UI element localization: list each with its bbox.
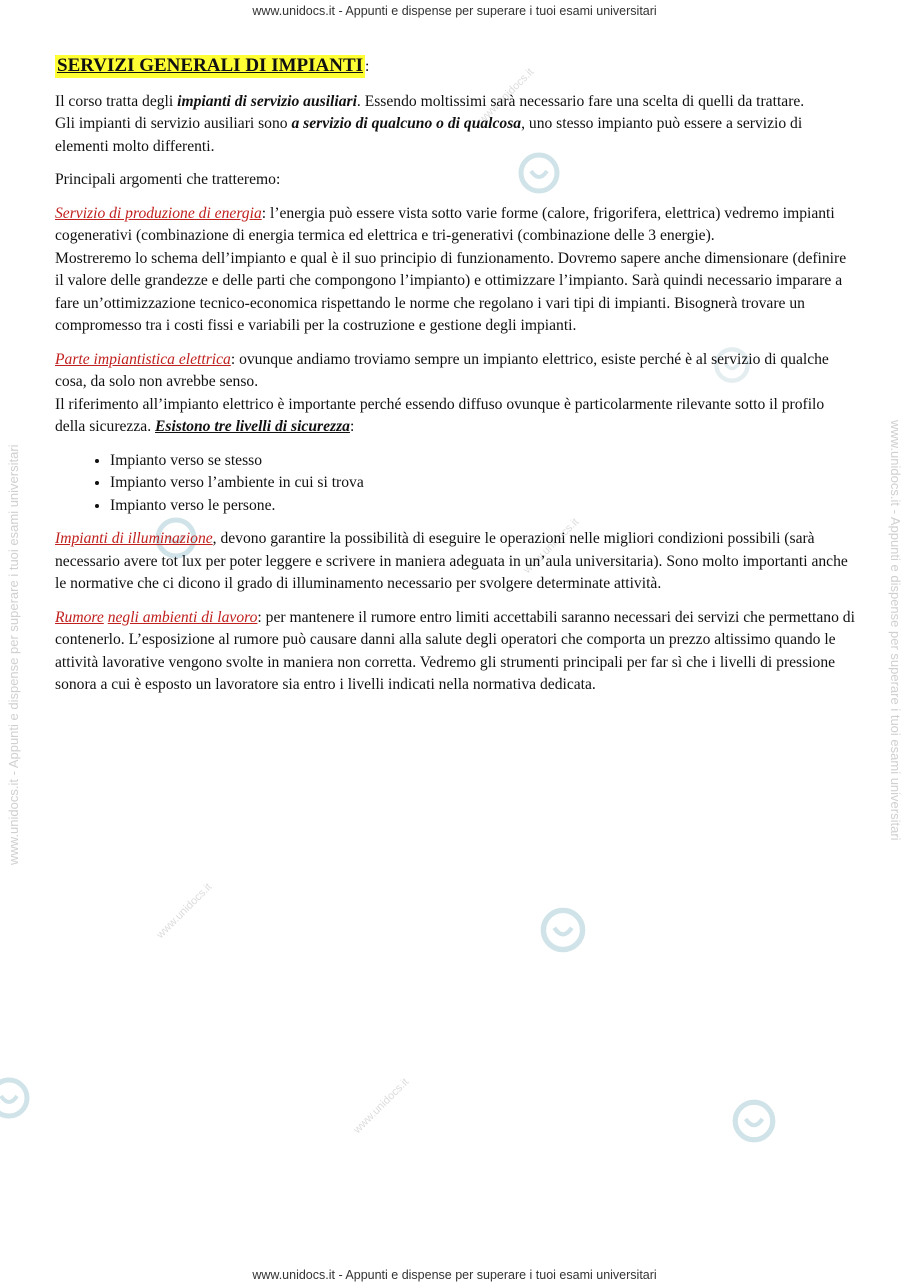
- lighting-section: [55, 528, 855, 596]
- list-item: • Impianto verso se stesso: [110, 450, 855, 473]
- unidocs-logo-icon: [538, 905, 588, 955]
- section-heading: Parte impiantistica elettrica: [55, 350, 231, 368]
- text: Mostreremo lo schema dell’impianto e qual è il suo principio di funzionamento. Dovremo sapere anche dimensionare (definire il valore delle grandezze e delle parti che compongono l’impianto) e ottimizzare l’impianto. Sarà quindi necessario imparare a fare un’ottimizzazione tecnico-economica rispettando le norme che regolano i vari tipi di impianti. Bisognerà trovare un compromesso tra i costi fissi e variabili per la costruzione e gestione degli impianti.: [55, 249, 847, 334]
- electric-section: [55, 349, 855, 439]
- text: : ovunque andiamo troviamo sempre un impianto elettrico, esiste perché è al servizio di qualche cosa, da solo non avrebbe senso.: [55, 350, 829, 390]
- emphasis: a servizio di qualcuno o di qualcosa: [291, 115, 522, 132]
- text: :: [349, 418, 355, 435]
- watermark-side-left: www.unidocs.it - Appunti e dispense per superare i tuoi esami universitari: [6, 444, 21, 865]
- watermark-footer: www.unidocs.it - Appunti e dispense per superare i tuoi esami universitari: [252, 1268, 657, 1282]
- watermark-diagonal: www.unidocs.it: [476, 66, 537, 126]
- intro-paragraph: [55, 91, 855, 159]
- text: . Essendo moltissimi sarà necessario fare una scelta di quelli da trattare.: [356, 92, 805, 110]
- noise-section: [55, 607, 855, 697]
- list-item: • Impianto verso l’ambiente in cui si trova: [110, 472, 855, 495]
- unidocs-logo-icon: [0, 1075, 32, 1121]
- list-item: • Impianto verso le persone.: [110, 495, 855, 518]
- watermark-header: www.unidocs.it - Appunti e dispense per superare i tuoi esami universitari: [252, 4, 657, 18]
- section-heading: negli ambienti di lavoro: [107, 608, 258, 626]
- text: Il riferimento all’impianto elettrico è importante perché essendo diffuso ovunque è particolarmente rilevante sotto il profilo della sicurezza.: [55, 395, 825, 435]
- text: Gli impianti di servizio ausiliari sono: [55, 115, 292, 132]
- safety-levels-list: [55, 450, 855, 518]
- text: , devono garantire la possibilità di eseguire le operazioni nelle migliori condizioni possibili (sarà necessario avere tot lux per poter leggere e scrivere in maniera adeguata in un’aula universitaria). Sono molto importanti anche le normative che ci dicono il grado di illuminamento necessario per svolgere determinate attività.: [55, 530, 848, 592]
- watermark-diagonal: www.unidocs.it: [154, 881, 215, 941]
- emphasis: Esistono tre livelli di sicurezza: [155, 418, 350, 435]
- emphasis: impianti di servizio ausiliari: [177, 92, 357, 110]
- watermark-side-right: www.unidocs.it - Appunti e dispense per superare i tuoi esami universitari: [888, 420, 903, 841]
- section-heading: Servizio di produzione di energia: [55, 204, 262, 222]
- watermark-diagonal: www.unidocs.it: [521, 516, 582, 576]
- section-heading: Impianti di illuminazione: [55, 530, 213, 547]
- page-title: [55, 55, 855, 79]
- document-body: [55, 55, 855, 708]
- text: , uno stesso impianto può essere a servizio di elementi molto differenti.: [55, 115, 803, 155]
- text: : per mantenere il rumore entro limiti accettabili saranno necessari dei servizi che permettano di contenerlo. L’esposizione al rumore può causare danni alla salute degli operatori che comporta un prezzo altissimo quando le attività lavorative vengono svolte in maniera non corretta. Vedremo gli strumenti principali per far sì che i livelli di pressione sonora a cui è esposto un lavoratore sia entro i livelli indicati nella normativa dedicata.: [55, 608, 855, 693]
- topics-intro: Principali argomenti che tratteremo:: [55, 171, 281, 188]
- unidocs-logo-icon: [730, 1097, 778, 1145]
- section-heading: Rumore: [55, 608, 104, 626]
- text: : l’energia può essere vista sotto varie forme (calore, frigorifera, elettrica) vedremo impianti cogenerativi (combinazione di energia termica ed elettrica e tri-generativi (combinazione delle 3 energie).: [55, 204, 835, 244]
- watermark-diagonal: www.unidocs.it: [351, 1076, 412, 1136]
- title-suffix: :: [365, 58, 370, 75]
- energy-section: [55, 203, 855, 338]
- text: Il corso tratta degli: [55, 92, 178, 110]
- title-highlight: SERVIZI GENERALI DI IMPIANTI: [57, 55, 364, 76]
